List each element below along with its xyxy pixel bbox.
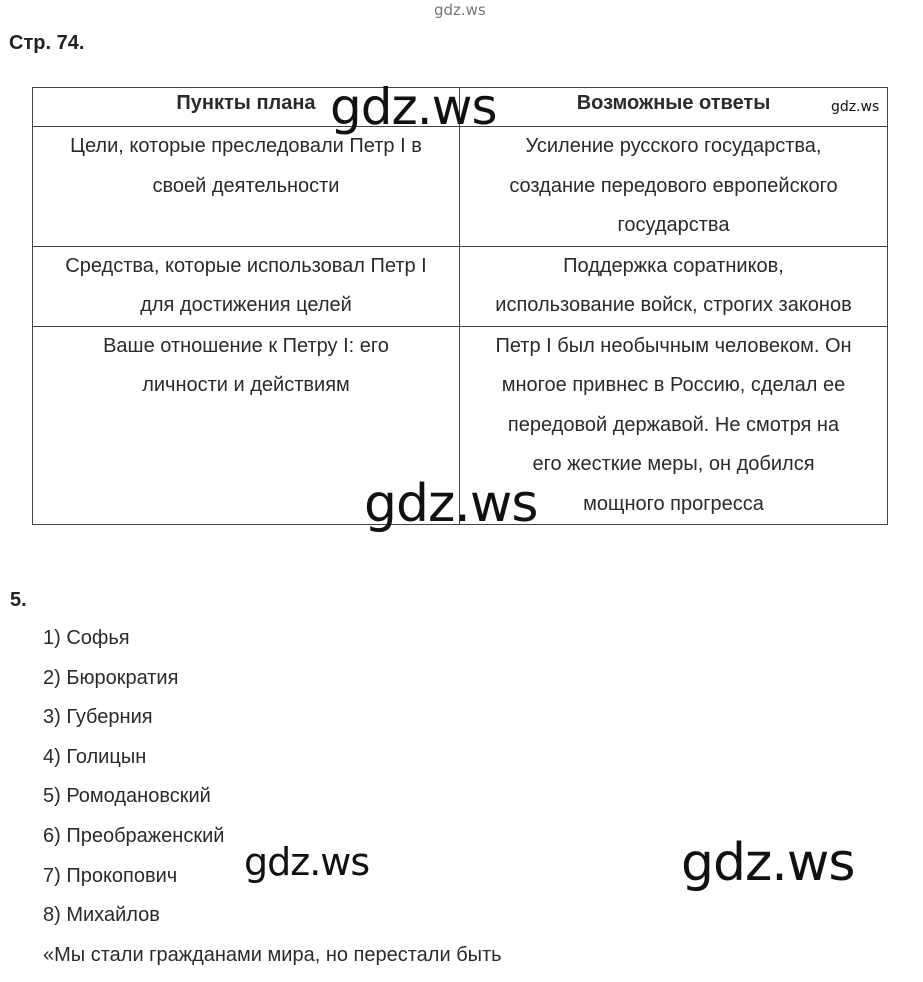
cell-line: личности и действиям bbox=[142, 374, 350, 396]
list-item: 2) Бюрократия bbox=[43, 666, 179, 689]
header-possible-answers: Возможные ответы bbox=[460, 88, 888, 127]
plan-cell bbox=[33, 246, 460, 326]
list-item: 5) Ромодановский bbox=[43, 785, 211, 808]
cell-line: своей деятельности bbox=[152, 174, 340, 197]
answer-cell bbox=[460, 127, 888, 247]
cell-line: мощного прогресса bbox=[583, 492, 764, 515]
cell-line: государства bbox=[617, 214, 730, 236]
table-row bbox=[33, 246, 888, 326]
list-item: 8) Михайлов bbox=[43, 904, 160, 927]
list-item: 1) Софья bbox=[43, 627, 130, 649]
cell-line: Поддержка соратников, bbox=[563, 254, 784, 277]
cell-line: многое привнес в Россию, сделал ее bbox=[501, 374, 846, 396]
watermark-table-header-small: gdz.ws bbox=[831, 99, 880, 115]
table-row bbox=[33, 127, 888, 247]
cell-line: Ваше отношение к Петру I: его bbox=[103, 334, 389, 357]
watermark-bottom-left: gdz.ws bbox=[244, 840, 370, 884]
list-item: 4) Голицын bbox=[43, 745, 147, 768]
watermark-table-center: gdz.ws bbox=[364, 474, 538, 534]
section-number: 5. bbox=[10, 589, 27, 611]
header-plan-points: Пункты плана bbox=[33, 88, 460, 127]
cell-line: Цели, которые преследовали Петр I в bbox=[70, 135, 422, 157]
cell-line: Средства, которые использовал Петр I bbox=[65, 254, 427, 277]
list-item: 7) Прокопович bbox=[43, 864, 178, 887]
list-item: 3) Губерния bbox=[43, 706, 153, 729]
page-title: Стр. 74. bbox=[9, 32, 85, 54]
cell-line: его жесткие меры, он добился bbox=[532, 453, 815, 475]
watermark-bottom-right: gdz.ws bbox=[681, 833, 855, 893]
answer-list bbox=[43, 622, 502, 978]
plan-table bbox=[32, 87, 888, 525]
list-item: 6) Преображенский bbox=[43, 824, 225, 847]
watermark-top: gdz.ws bbox=[434, 1, 486, 19]
list-item: «Мы стали гражданами мира, но перестали быть bbox=[43, 943, 502, 966]
cell-line: Петр I был необычным человеком. Он bbox=[495, 334, 852, 357]
cell-line: для достижения целей bbox=[140, 294, 352, 316]
cell-line: использование войск, строгих законов bbox=[495, 294, 852, 316]
watermark-table-header: gdz.ws bbox=[330, 78, 497, 136]
plan-cell bbox=[33, 127, 460, 247]
answer-cell bbox=[460, 246, 888, 326]
cell-line: Усиление русского государства, bbox=[525, 135, 822, 157]
cell-line: создание передового европейского bbox=[509, 174, 838, 197]
cell-line: передовой державой. Не смотря на bbox=[507, 413, 840, 436]
